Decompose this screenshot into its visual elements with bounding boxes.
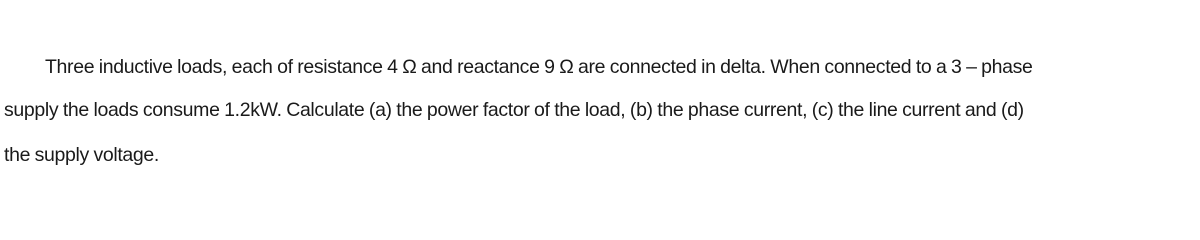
problem-line-3: the supply voltage. [4, 144, 159, 166]
problem-line-1: Three inductive loads, each of resistance 4 Ω and reactance 9 Ω are connected in delta. When connected to a 3 – phase [45, 56, 1033, 78]
problem-line-2: supply the loads consume 1.2kW. Calculate (a) the power factor of the load, (b) the phase current, (c) the line current and (d) [4, 99, 1024, 121]
